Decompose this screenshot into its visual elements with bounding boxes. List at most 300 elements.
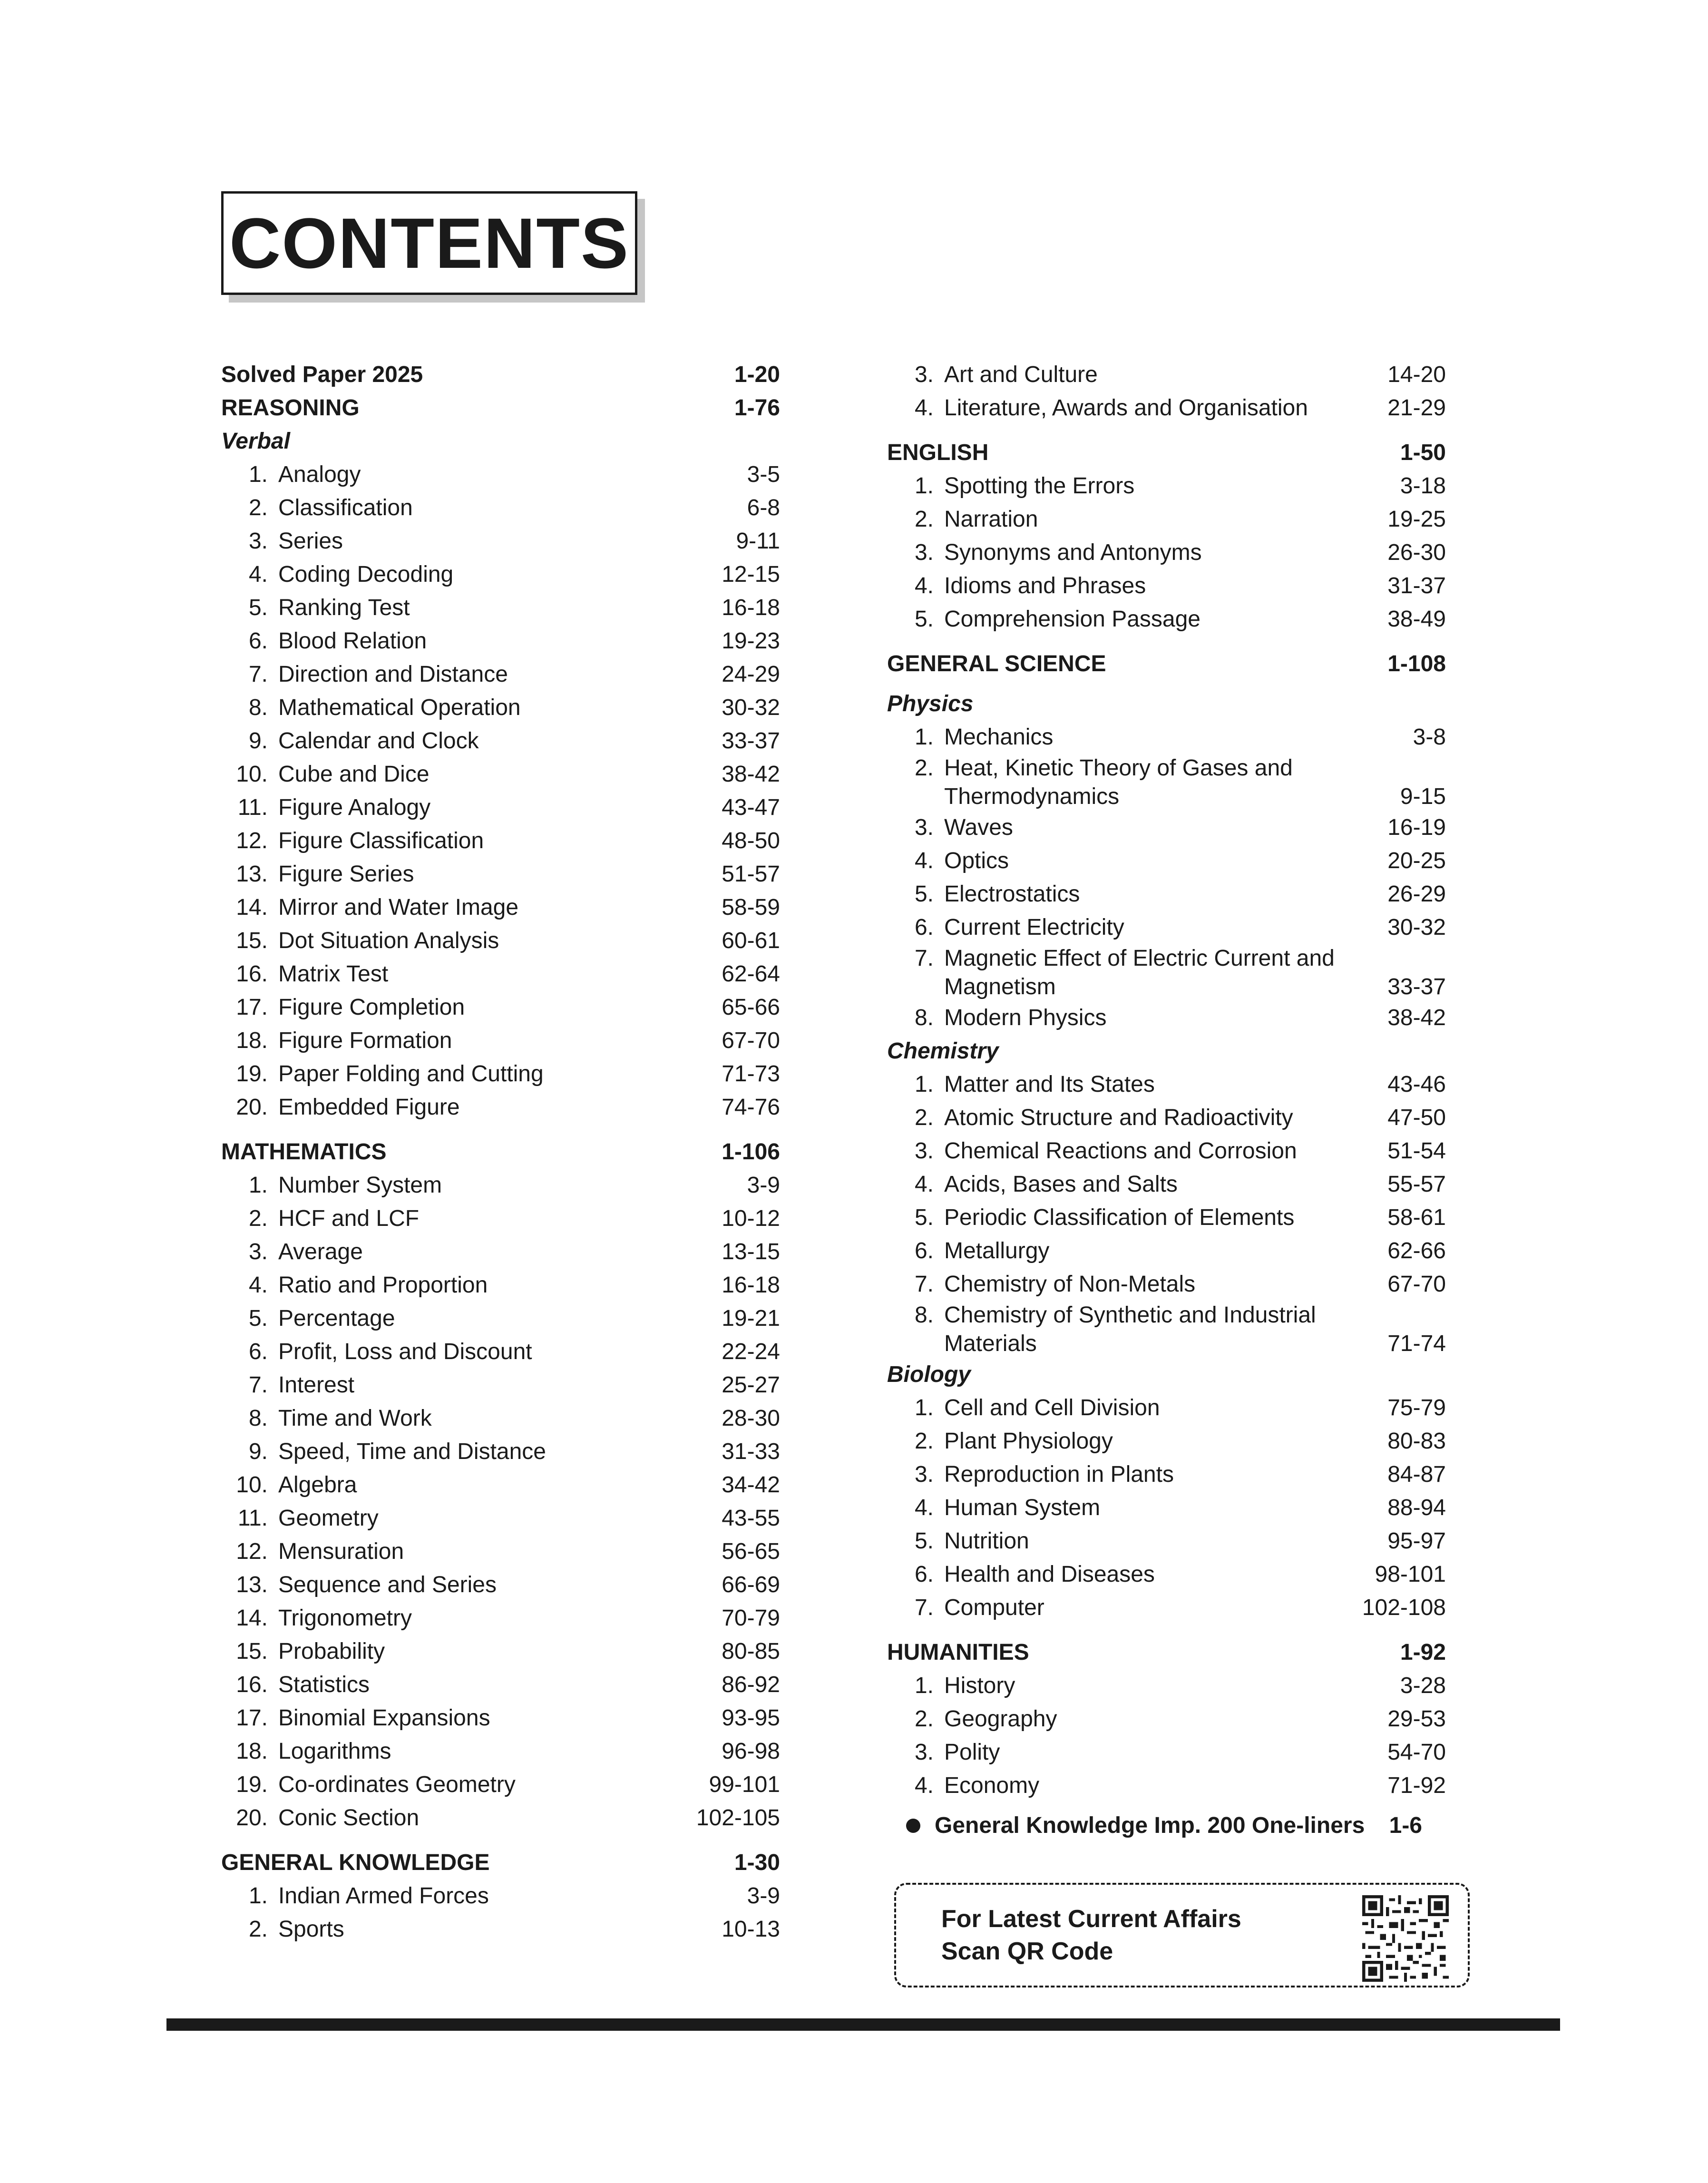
toc-item[interactable]	[887, 1068, 1446, 1101]
toc-item[interactable]	[887, 1736, 1446, 1769]
page-range: 29-53	[1387, 1706, 1446, 1732]
toc-row	[221, 1768, 780, 1801]
toc-row-left	[221, 1335, 532, 1369]
item-label: Mechanics	[944, 724, 1054, 750]
bottom-divider-bar	[166, 2018, 1560, 2031]
toc-item[interactable]	[221, 658, 780, 691]
item-number: 6.	[248, 628, 268, 654]
item-number: 2.	[248, 1206, 268, 1231]
page-range: 10-12	[722, 1206, 780, 1231]
toc-subsection[interactable]	[887, 1358, 1446, 1391]
toc-row-left	[221, 958, 388, 991]
toc-item[interactable]	[221, 1235, 780, 1269]
toc-item[interactable]	[221, 691, 780, 724]
toc-row	[221, 1568, 780, 1602]
page-range: 55-57	[1387, 1172, 1446, 1197]
page-range: 19-23	[722, 628, 780, 654]
toc-row	[887, 1201, 1446, 1234]
toc-section[interactable]	[887, 436, 1446, 470]
toc-row	[887, 536, 1446, 569]
toc-item[interactable]	[887, 1769, 1446, 1802]
toc-row	[221, 858, 780, 891]
page-range: 98-101	[1375, 1562, 1446, 1587]
item-number: 16.	[236, 961, 268, 987]
page-range: 38-42	[722, 762, 780, 787]
toc-section[interactable]	[221, 1136, 780, 1169]
toc-item[interactable]	[221, 724, 780, 758]
toc-item[interactable]	[221, 1202, 780, 1235]
toc-item[interactable]	[887, 470, 1446, 503]
toc-item[interactable]	[221, 1302, 780, 1335]
item-number: 7.	[248, 662, 268, 687]
toc-item[interactable]	[887, 358, 1446, 392]
toc-item[interactable]	[221, 1335, 780, 1369]
item-number: 15.	[236, 1639, 268, 1664]
toc-row	[221, 1913, 780, 1946]
item-label: Coding Decoding	[278, 562, 454, 587]
item-number: 5.	[914, 881, 934, 907]
item-label: Idioms and Phrases	[944, 573, 1146, 598]
toc-row	[887, 1591, 1446, 1625]
toc-row	[887, 878, 1446, 911]
item-label: Geometry	[278, 1506, 379, 1531]
toc-row-left	[221, 1269, 488, 1302]
item-number: 3.	[914, 815, 934, 840]
toc-item[interactable]	[887, 392, 1446, 425]
item-label: Blood Relation	[278, 628, 427, 654]
toc-item[interactable]	[221, 1091, 780, 1124]
item-label: Sports	[278, 1917, 344, 1942]
page-range: 1-6	[1389, 1813, 1422, 1838]
toc-row	[221, 1702, 780, 1735]
page-range: 24-29	[722, 662, 780, 687]
page-range: 3-28	[1400, 1673, 1446, 1698]
toc-row	[221, 824, 780, 858]
item-label: Economy	[944, 1773, 1040, 1798]
toc-item[interactable]	[221, 558, 780, 591]
toc-item[interactable]	[887, 844, 1446, 878]
toc-row	[887, 754, 1446, 811]
toc-row-left	[221, 1302, 395, 1335]
item-label: Nutrition	[944, 1528, 1029, 1554]
toc-row	[887, 503, 1446, 536]
page-range: 26-30	[1387, 540, 1446, 565]
toc-row-left	[887, 503, 1038, 536]
toc-section[interactable]	[221, 1846, 780, 1880]
toc-item[interactable]	[221, 1057, 780, 1091]
toc-item[interactable]	[221, 458, 780, 491]
toc-item[interactable]	[221, 1502, 780, 1535]
toc-item[interactable]	[221, 758, 780, 791]
item-number: 11.	[237, 795, 268, 820]
page-range: 9-11	[736, 529, 780, 554]
toc-subsection[interactable]	[221, 425, 780, 458]
qr-caption-line1: For Latest Current Affairs	[941, 1905, 1241, 1933]
item-label: Modern Physics	[944, 1005, 1107, 1030]
item-label: Sequence and Series	[278, 1572, 497, 1597]
toc-row-left	[221, 1568, 497, 1602]
toc-row-left	[221, 1435, 546, 1468]
page-range: 31-33	[722, 1439, 780, 1464]
page-range: 70-79	[722, 1605, 780, 1631]
toc-item[interactable]	[887, 1001, 1446, 1035]
item-label: Human System	[944, 1495, 1101, 1520]
toc-item[interactable]	[887, 878, 1446, 911]
toc-row	[887, 1525, 1446, 1558]
item-label: Cube and Dice	[278, 762, 429, 787]
current-affairs-qr-box[interactable]	[894, 1883, 1470, 1987]
toc-row	[887, 1636, 1446, 1669]
toc-row	[887, 1669, 1446, 1703]
toc-item[interactable]	[221, 1768, 780, 1801]
item-number: 3.	[248, 1239, 268, 1264]
toc-row-left	[221, 1768, 516, 1801]
toc-row-left	[887, 1301, 1363, 1358]
section-label: MATHEMATICS	[221, 1139, 387, 1165]
toc-item[interactable]	[887, 1168, 1446, 1201]
toc-row-left	[887, 1591, 1044, 1625]
toc-row-left	[887, 1268, 1195, 1301]
toc-row-left	[887, 1168, 1178, 1201]
toc-item[interactable]	[887, 1525, 1446, 1558]
item-number: 1.	[914, 724, 934, 750]
toc-section[interactable]	[221, 392, 780, 425]
page-range: 95-97	[1387, 1528, 1446, 1554]
toc-subsection[interactable]	[887, 687, 1446, 721]
toc-row	[221, 1435, 780, 1468]
item-label: Algebra	[278, 1472, 357, 1498]
toc-row-left	[221, 1635, 385, 1668]
toc-item[interactable]	[887, 503, 1446, 536]
item-number: 5.	[914, 1205, 934, 1230]
toc-row	[887, 1458, 1446, 1491]
item-label: Geography	[944, 1706, 1057, 1732]
toc-row	[221, 1402, 780, 1435]
item-label: HCF and LCF	[278, 1206, 420, 1231]
toc-row-left	[221, 858, 414, 891]
toc-row	[221, 1846, 780, 1880]
item-label: Figure Completion	[278, 995, 465, 1020]
page-range: 19-21	[722, 1306, 780, 1331]
page-range: 60-61	[722, 928, 780, 953]
page-range: 102-105	[696, 1805, 780, 1831]
toc-row-left	[221, 1502, 379, 1535]
toc-row-left	[887, 569, 1146, 603]
toc-item[interactable]	[887, 1201, 1446, 1234]
toc-item[interactable]	[887, 1558, 1446, 1591]
item-number: 1.	[248, 462, 268, 487]
toc-row-left	[221, 558, 453, 591]
item-label: Polity	[944, 1740, 1000, 1765]
page-range: 16-19	[1387, 815, 1446, 840]
item-label: Interest	[278, 1372, 355, 1398]
toc-row	[221, 1091, 780, 1124]
toc-item[interactable]	[221, 1468, 780, 1502]
toc-row-left	[887, 1703, 1057, 1736]
toc-row	[887, 392, 1446, 425]
toc-item[interactable]	[887, 569, 1446, 603]
toc-row	[221, 1302, 780, 1335]
toc-item[interactable]	[887, 944, 1446, 1001]
item-number: 2.	[248, 495, 268, 520]
toc-row-left	[221, 991, 465, 1024]
toc-item[interactable]	[221, 1735, 780, 1768]
page-range: 66-69	[722, 1572, 780, 1597]
toc-item[interactable]	[221, 625, 780, 658]
page-range: 96-98	[722, 1739, 780, 1764]
item-number: 4.	[914, 848, 934, 873]
page-range: 16-18	[722, 595, 780, 620]
toc-item[interactable]	[887, 1135, 1446, 1168]
item-label: Chemical Reactions and Corrosion	[944, 1138, 1297, 1164]
item-label: Matter and Its States	[944, 1072, 1155, 1097]
toc-item[interactable]	[887, 811, 1446, 844]
toc-row-left	[221, 791, 430, 824]
subsection-label: Verbal	[221, 429, 290, 454]
toc-item[interactable]	[221, 924, 780, 958]
toc-item[interactable]	[221, 1535, 780, 1568]
toc-row-left	[887, 944, 1363, 1001]
toc-row	[221, 1269, 780, 1302]
toc-row-left	[221, 1169, 442, 1202]
page-range: 1-20	[734, 362, 780, 387]
item-number: 6.	[248, 1339, 268, 1364]
toc-item[interactable]	[887, 1703, 1446, 1736]
page-range: 33-37	[722, 728, 780, 754]
page-range: 1-92	[1400, 1640, 1446, 1665]
page-range: 1-106	[722, 1139, 780, 1165]
toc-row-left	[221, 924, 499, 958]
item-number: 8.	[248, 1406, 268, 1431]
page-range: 71-74	[1387, 1331, 1446, 1356]
toc-row	[887, 1769, 1446, 1802]
page-range: 1-108	[1387, 651, 1446, 676]
toc-item[interactable]	[221, 1024, 780, 1057]
toc-row	[221, 1202, 780, 1235]
page-range: 3-9	[747, 1883, 780, 1909]
toc-row-left	[221, 392, 360, 425]
toc-bullet-item[interactable]	[887, 1809, 1446, 1842]
toc-item[interactable]	[221, 1435, 780, 1468]
toc-row-left	[887, 811, 1013, 844]
toc-item[interactable]	[221, 891, 780, 924]
toc-row-left	[221, 1136, 387, 1169]
page-range: 13-15	[722, 1239, 780, 1264]
toc-row	[221, 1024, 780, 1057]
item-label: Atomic Structure and Radioactivity	[944, 1105, 1293, 1130]
toc-item[interactable]	[221, 1602, 780, 1635]
toc-item[interactable]	[221, 525, 780, 558]
page-range: 26-29	[1387, 881, 1446, 907]
page-range: 14-20	[1387, 362, 1446, 387]
item-number: 7.	[248, 1372, 268, 1398]
toc-row-left	[221, 824, 484, 858]
toc-row-left	[221, 358, 423, 392]
toc-item[interactable]	[887, 536, 1446, 569]
toc-row	[887, 436, 1446, 470]
toc-item[interactable]	[221, 1568, 780, 1602]
item-label: Reproduction in Plants	[944, 1462, 1174, 1487]
item-label: Indian Armed Forces	[278, 1883, 489, 1909]
toc-item[interactable]	[221, 1913, 780, 1946]
toc-row	[221, 991, 780, 1024]
toc-item[interactable]	[221, 991, 780, 1024]
toc-item[interactable]	[887, 721, 1446, 754]
item-number: 8.	[914, 1005, 934, 1030]
page-range: 58-59	[722, 895, 780, 920]
toc-item[interactable]	[887, 1391, 1446, 1425]
toc-item[interactable]	[887, 603, 1446, 636]
section-label: GENERAL KNOWLEDGE	[221, 1850, 490, 1875]
item-label: Literature, Awards and Organisation	[944, 395, 1308, 421]
toc-row-left	[887, 1001, 1106, 1035]
item-number: 3.	[914, 1138, 934, 1164]
toc-item[interactable]	[887, 1101, 1446, 1135]
item-label: Speed, Time and Distance	[278, 1439, 546, 1464]
toc-item[interactable]	[887, 754, 1446, 811]
toc-row-left	[887, 603, 1200, 636]
item-number: 1.	[914, 1673, 934, 1698]
page-range: 43-46	[1387, 1072, 1446, 1097]
item-label: Co-ordinates Geometry	[278, 1772, 516, 1797]
toc-row	[221, 1535, 780, 1568]
toc-row-left	[221, 724, 479, 758]
item-label: Optics	[944, 848, 1009, 873]
toc-item[interactable]	[887, 1458, 1446, 1491]
toc-section[interactable]	[887, 1636, 1446, 1669]
toc-item[interactable]	[221, 1369, 780, 1402]
item-label: Conic Section	[278, 1805, 420, 1831]
toc-item[interactable]	[887, 1491, 1446, 1525]
toc-row	[221, 491, 780, 525]
item-label: Spotting the Errors	[944, 473, 1135, 499]
page-range: 62-66	[1387, 1238, 1446, 1263]
page-range: 80-85	[722, 1639, 780, 1664]
item-label: Ratio and Proportion	[278, 1273, 488, 1298]
toc-row-left	[887, 1769, 1039, 1802]
toc-item[interactable]	[221, 491, 780, 525]
item-number: 17.	[236, 995, 268, 1020]
item-number: 4.	[248, 562, 268, 587]
toc-item[interactable]	[887, 1425, 1446, 1458]
item-label: Time and Work	[278, 1406, 432, 1431]
toc-row-left	[887, 358, 1098, 392]
item-label: Number System	[278, 1173, 442, 1198]
item-number: 1.	[914, 1395, 934, 1420]
toc-item[interactable]	[221, 1269, 780, 1302]
toc-item[interactable]	[887, 1234, 1446, 1268]
toc-item[interactable]	[221, 858, 780, 891]
toc-item[interactable]	[221, 1635, 780, 1668]
page-range: 10-13	[722, 1917, 780, 1942]
toc-row-left	[887, 1669, 1015, 1703]
page-range: 38-49	[1387, 607, 1446, 632]
toc-item[interactable]	[887, 1301, 1446, 1358]
item-label: Health and Diseases	[944, 1562, 1155, 1587]
toc-item[interactable]	[221, 1402, 780, 1435]
item-number: 3.	[914, 1462, 934, 1487]
toc-item[interactable]	[221, 1668, 780, 1702]
section-label: HUMANITIES	[887, 1640, 1029, 1665]
item-label: History	[944, 1673, 1015, 1698]
toc-row	[221, 625, 780, 658]
toc-row-left	[221, 1402, 432, 1435]
item-label: Metallurgy	[944, 1238, 1050, 1263]
item-label: Comprehension Passage	[944, 607, 1200, 632]
toc-row	[221, 1136, 780, 1169]
contents-title-box	[221, 191, 637, 295]
toc-row-left	[887, 647, 1106, 681]
toc-section[interactable]	[221, 358, 780, 392]
toc-item[interactable]	[221, 958, 780, 991]
section-label: REASONING	[221, 395, 360, 421]
qr-code-icon[interactable]	[1362, 1895, 1449, 1982]
page-range: 86-92	[722, 1672, 780, 1697]
item-label: Mirror and Water Image	[278, 895, 519, 920]
toc-item[interactable]	[887, 1591, 1446, 1625]
toc-item[interactable]	[221, 791, 780, 824]
item-label: Series	[278, 529, 343, 554]
bullet-dot-icon	[906, 1819, 920, 1833]
item-label: Art and Culture	[944, 362, 1098, 387]
item-number: 7.	[914, 1595, 934, 1620]
toc-item[interactable]	[887, 1268, 1446, 1301]
toc-item[interactable]	[221, 591, 780, 625]
item-label: Statistics	[278, 1672, 370, 1697]
page-range: 43-55	[722, 1506, 780, 1531]
item-number: 4.	[248, 1273, 268, 1298]
toc-row	[887, 1558, 1446, 1591]
page-range: 93-95	[722, 1705, 780, 1731]
item-label: Dot Situation Analysis	[278, 928, 499, 953]
toc-item[interactable]	[221, 824, 780, 858]
toc-item[interactable]	[221, 1169, 780, 1202]
item-label: Figure Analogy	[278, 795, 431, 820]
toc-row-left	[887, 844, 1009, 878]
qr-caption-line2: Scan QR Code	[941, 1938, 1113, 1965]
item-label: Logarithms	[278, 1739, 391, 1764]
toc-row	[221, 758, 780, 791]
toc-item[interactable]	[887, 1669, 1446, 1703]
page-range: 25-27	[722, 1372, 780, 1398]
toc-item[interactable]	[221, 1880, 780, 1913]
page-range: 71-73	[722, 1061, 780, 1087]
item-number: 10.	[236, 762, 268, 787]
item-number: 2.	[914, 1105, 934, 1130]
page-range: 19-25	[1387, 507, 1446, 532]
page-range: 3-18	[1400, 473, 1446, 499]
toc-item[interactable]	[221, 1801, 780, 1835]
item-number: 6.	[914, 1238, 934, 1263]
item-label: Figure Classification	[278, 828, 484, 853]
item-label: Chemistry of Synthetic and Industrial Materials	[944, 1302, 1316, 1356]
page-range: 75-79	[1387, 1395, 1446, 1420]
toc-row	[887, 1703, 1446, 1736]
toc-row-left	[221, 1202, 419, 1235]
item-number: 13.	[236, 1572, 268, 1597]
section-label: GENERAL SCIENCE	[887, 651, 1106, 676]
toc-row	[221, 1801, 780, 1835]
toc-item[interactable]	[887, 911, 1446, 944]
toc-row-left	[221, 1913, 344, 1946]
item-number: 2.	[914, 1429, 934, 1454]
toc-row-left	[221, 758, 429, 791]
toc-subsection[interactable]	[887, 1035, 1446, 1068]
item-number: 14.	[236, 1605, 268, 1631]
toc-item[interactable]	[221, 1702, 780, 1735]
toc-section[interactable]	[887, 647, 1446, 681]
toc-row-left	[221, 1057, 544, 1091]
